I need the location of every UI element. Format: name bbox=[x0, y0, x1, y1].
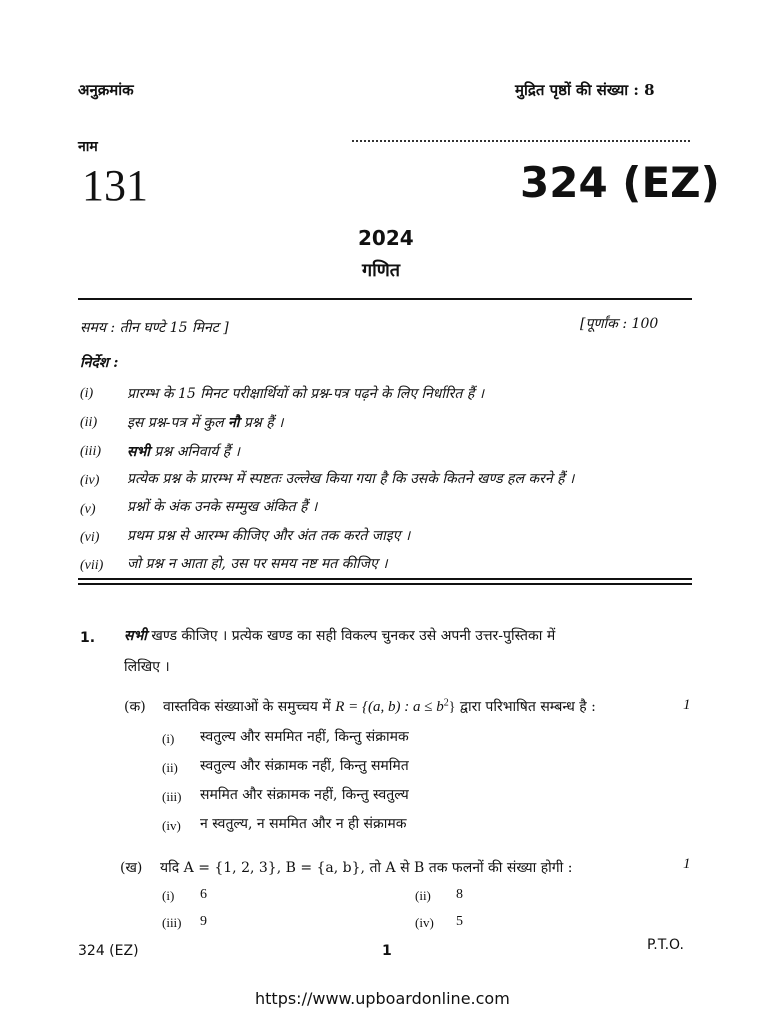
serial-number: 131 bbox=[82, 161, 148, 210]
option-text: 6 bbox=[200, 887, 207, 902]
instructions-title: निर्देश : bbox=[80, 355, 119, 371]
question-text-line: लिखिए । bbox=[124, 659, 170, 675]
option-text: स्वतुल्य और संक्रामक नहीं, किन्तु सममित bbox=[200, 758, 409, 774]
name-label: नाम bbox=[78, 139, 98, 155]
option-text: स्वतुल्य और सममित नहीं, किन्तु संक्रामक bbox=[200, 729, 409, 745]
option-number: (i) bbox=[162, 731, 175, 746]
instruction-number: (i) bbox=[80, 386, 94, 401]
instruction-text bbox=[127, 442, 240, 461]
instruction-text: प्रत्येक प्रश्न के प्रारम्भ में स्पष्टतः उल्लेख किया गया है कि उसके कितने खण्ड हल करने हैं । bbox=[127, 471, 575, 487]
option-text: सममित और संक्रामक नहीं, किन्तु स्वतुल्य bbox=[200, 787, 409, 803]
exam-year: 2024 bbox=[358, 226, 414, 250]
option-number: (ii) bbox=[162, 760, 178, 775]
instructions-divider-1 bbox=[78, 578, 692, 580]
math-expression: R = {(a, b) : a ≤ b bbox=[335, 699, 444, 715]
option-number: (iii) bbox=[162, 915, 182, 930]
instruction-number: (ii) bbox=[80, 415, 98, 430]
part-label: (क) bbox=[124, 699, 146, 715]
instruction-text-part: प्रश्न हैं । bbox=[239, 415, 284, 431]
instruction-number: (iv) bbox=[80, 473, 100, 488]
page-number: 1 bbox=[382, 943, 392, 959]
instruction-emphasis: नौ bbox=[228, 415, 240, 431]
part-text: वास्तविक संख्याओं के समुच्चय में bbox=[163, 699, 336, 715]
instruction-number: (vi) bbox=[80, 530, 100, 545]
instruction-number: (iii) bbox=[80, 444, 101, 459]
instruction-text: प्रथम प्रश्न से आरम्भ कीजिए और अंत तक करते जाइए । bbox=[127, 528, 411, 544]
instruction-number: (v) bbox=[80, 502, 96, 517]
option-number: (i) bbox=[162, 888, 175, 903]
instruction-text-part: प्रश्न अनिवार्य हैं । bbox=[149, 444, 240, 460]
part-text: द्वारा परिभाषित सम्बन्ध है : bbox=[455, 699, 596, 715]
pto-label: P.T.O. bbox=[647, 937, 684, 953]
exam-time: समय : तीन घण्टे 15 मिनट ] bbox=[80, 320, 229, 336]
question-text-line bbox=[124, 626, 555, 645]
option-text: न स्वतुल्य, न सममित और न ही संक्रामक bbox=[200, 816, 407, 832]
part-question-text: यदि A = {1, 2, 3}, B = {a, b}, तो A से B तक फलनों की संख्या होगी : bbox=[160, 860, 573, 876]
printed-pages-label: मुद्रित पृष्ठों की संख्या : 8 bbox=[515, 81, 655, 99]
instruction-text: प्रश्नों के अंक उनके सम्मुख अंकित हैं । bbox=[127, 499, 318, 515]
option-text: 9 bbox=[200, 914, 207, 929]
option-number: (iv) bbox=[415, 915, 434, 930]
math-superscript: 2 bbox=[443, 697, 449, 709]
option-text: 8 bbox=[456, 887, 463, 902]
part-marks: 1 bbox=[683, 697, 691, 713]
instruction-text: प्रारम्भ के 15 मिनट परीक्षार्थियों को प्रश्न-पत्र पढ़ने के लिए निर्धारित हैं । bbox=[127, 386, 485, 402]
option-number: (iii) bbox=[162, 789, 182, 804]
instruction-text bbox=[127, 413, 283, 432]
footer-paper-code: 324 (EZ) bbox=[78, 943, 139, 959]
question-number: 1. bbox=[80, 630, 96, 646]
part-label: (ख) bbox=[120, 860, 143, 876]
roll-number-label: अनुक्रमांक bbox=[78, 81, 134, 99]
name-blank-line bbox=[352, 140, 690, 142]
source-url: https://www.upboardonline.com bbox=[255, 989, 510, 1008]
question-emphasis: सभी bbox=[124, 628, 147, 644]
part-marks: 1 bbox=[683, 856, 691, 872]
instruction-text-part: इस प्रश्न-पत्र में कुल bbox=[127, 415, 229, 431]
subject-title: गणित bbox=[362, 260, 401, 281]
paper-code: 324 (EZ) bbox=[520, 158, 720, 207]
instruction-emphasis: सभी bbox=[127, 444, 150, 460]
instructions-divider-2 bbox=[78, 583, 692, 585]
max-marks: [पूर्णांक : 100 bbox=[580, 316, 659, 332]
option-number: (iv) bbox=[162, 818, 181, 833]
part-question-text bbox=[163, 697, 596, 716]
math-expression-end: } bbox=[448, 700, 456, 715]
top-divider bbox=[78, 298, 692, 300]
option-number: (ii) bbox=[415, 888, 431, 903]
option-text: 5 bbox=[456, 914, 463, 929]
instruction-number: (vii) bbox=[80, 558, 104, 573]
question-text-part: खण्ड कीजिए । प्रत्येक खण्ड का सही विकल्प चुनकर उसे अपनी उत्तर-पुस्तिका में bbox=[146, 628, 556, 644]
instruction-text: जो प्रश्न न आता हो, उस पर समय नष्ट मत कीजिए । bbox=[127, 556, 388, 572]
